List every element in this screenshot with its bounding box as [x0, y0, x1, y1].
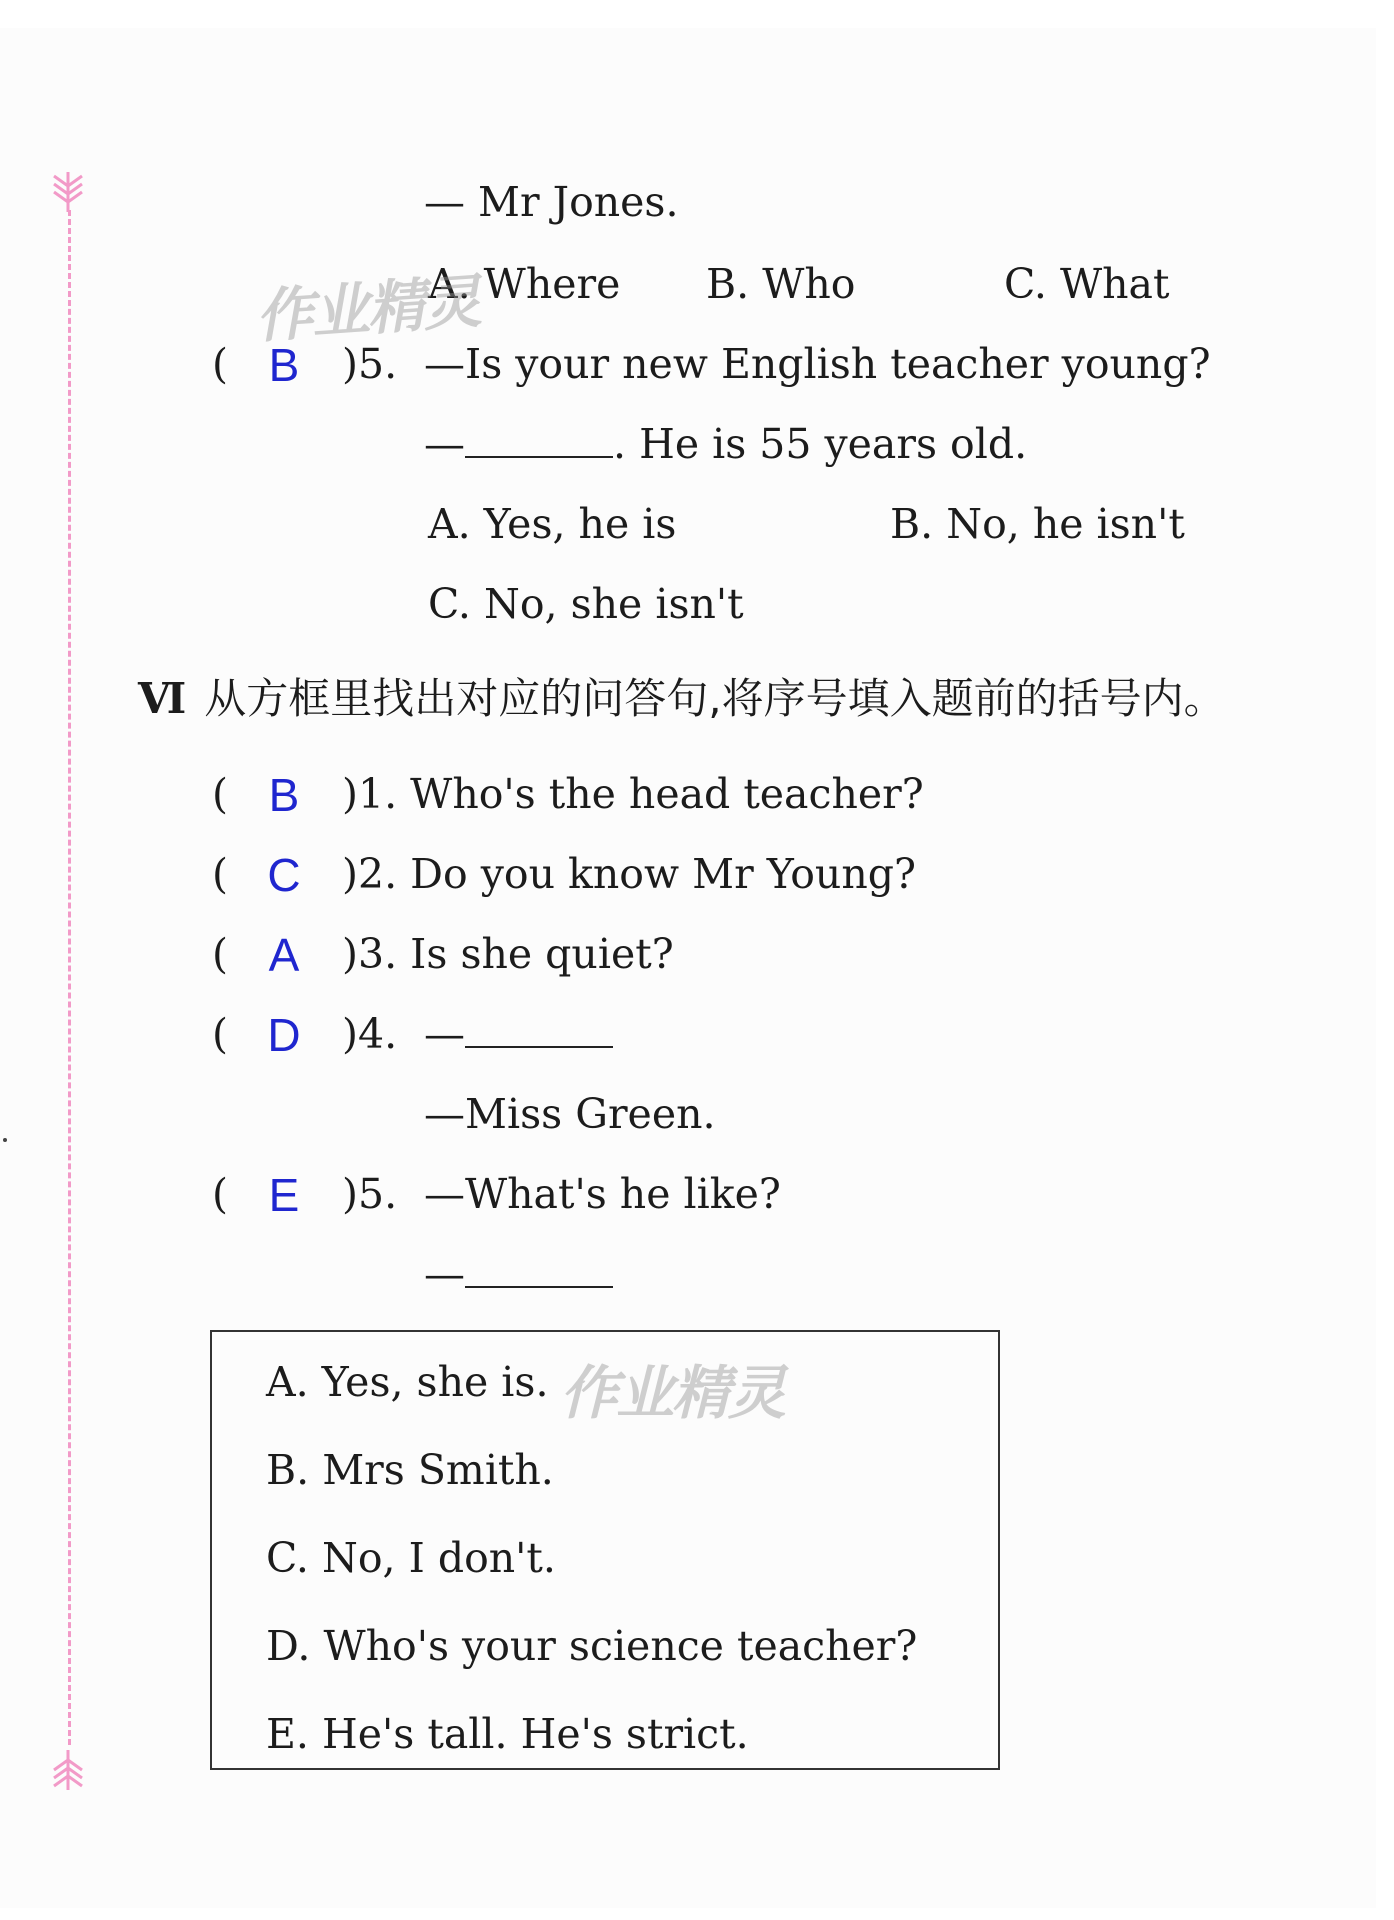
stray-dot: [3, 1138, 7, 1142]
s6-q5-line: [342, 1170, 398, 1218]
s6-q5-blank: [465, 1256, 613, 1288]
s6-q4-line: [342, 1010, 398, 1058]
s6-q4-question: [424, 1010, 613, 1058]
q5-reply-prefix: —: [424, 420, 465, 468]
q5-number: 5.: [358, 340, 398, 388]
s6-q1-answer: B: [268, 769, 300, 821]
s6-q4-paren-open: (: [212, 1010, 228, 1058]
s6-q2-answer: C: [267, 849, 301, 901]
box-option-d: D. Who's your science teacher?: [266, 1622, 918, 1670]
q5-question: —Is your new English teacher young?: [424, 340, 1211, 388]
s6-q2-line: [342, 850, 916, 898]
s6-q3-paren-open: (: [212, 930, 228, 978]
box-option-a: A. Yes, she is.: [266, 1358, 549, 1406]
s6-q4-blank: [465, 1016, 613, 1048]
q5-blank: [465, 426, 613, 458]
s6-q4-number: 4.: [358, 1010, 398, 1058]
q4-option-b: B. Who: [706, 260, 856, 308]
s6-q2-number: 2.: [358, 850, 398, 898]
s6-q1-text: Who's the head teacher?: [410, 770, 924, 818]
section6-instruction: 从方框里找出对应的问答句,将序号填入题前的括号内。: [204, 674, 1226, 723]
watermark-logo-2: 作业精灵: [560, 1359, 785, 1427]
watermark-logo: 作业精灵: [253, 267, 482, 351]
s6-q5-reply: [424, 1250, 613, 1298]
s6-q1-paren-close: ): [342, 770, 358, 818]
q5-number-line: [342, 340, 398, 388]
q4-option-c: C. What: [1004, 260, 1170, 308]
s6-q2-paren-open: (: [212, 850, 228, 898]
s6-q5-answer: E: [268, 1169, 300, 1221]
section6-heading: [134, 674, 1226, 723]
s6-q2-text: Do you know Mr Young?: [410, 850, 916, 898]
s6-q3-answer: A: [268, 929, 300, 981]
s6-q4-reply: —Miss Green.: [424, 1090, 716, 1138]
s6-q3-paren-close: ): [342, 930, 358, 978]
s6-q1-paren-open: (: [212, 770, 228, 818]
q4-option-a: A. Where: [428, 260, 621, 308]
s6-q1-number: 1.: [358, 770, 398, 818]
box-option-c: C. No, I don't.: [266, 1534, 556, 1582]
section6-numeral: Ⅵ: [134, 678, 190, 720]
margin-dashed-line: [68, 210, 71, 1745]
s6-q3-number: 3.: [358, 930, 398, 978]
s6-q3-line: [342, 930, 674, 978]
box-option-b: B. Mrs Smith.: [266, 1446, 554, 1494]
q5-reply-suffix: . He is 55 years old.: [613, 420, 1028, 468]
q5-option-a: A. Yes, he is: [428, 500, 677, 548]
s6-q5-reply-prefix: —: [424, 1250, 465, 1298]
s6-q5-paren-open: (: [212, 1170, 228, 1218]
q4-reply: — Mr Jones.: [424, 178, 679, 226]
s6-q4-text: —: [424, 1010, 465, 1058]
q5-paren-open: (: [212, 340, 228, 388]
s6-q4-answer: D: [267, 1009, 301, 1061]
s6-q5-paren-close: ): [342, 1170, 358, 1218]
q5-option-c: C. No, she isn't: [428, 580, 744, 628]
arrow-bottom-icon: [50, 1748, 86, 1792]
arrow-top-icon: [50, 170, 86, 214]
s6-q5-number: 5.: [358, 1170, 398, 1218]
q5-paren-close: ): [342, 340, 358, 388]
s6-q2-paren-close: ): [342, 850, 358, 898]
q5-reply: [424, 420, 1028, 468]
q5-answer: B: [268, 339, 300, 391]
s6-q4-paren-close: ): [342, 1010, 358, 1058]
box-option-e: E. He's tall. He's strict.: [266, 1710, 749, 1758]
s6-q1-line: [342, 770, 924, 818]
q5-option-b: B. No, he isn't: [890, 500, 1185, 548]
s6-q5-text: —What's he like?: [424, 1170, 781, 1218]
s6-q3-text: Is she quiet?: [410, 930, 674, 978]
